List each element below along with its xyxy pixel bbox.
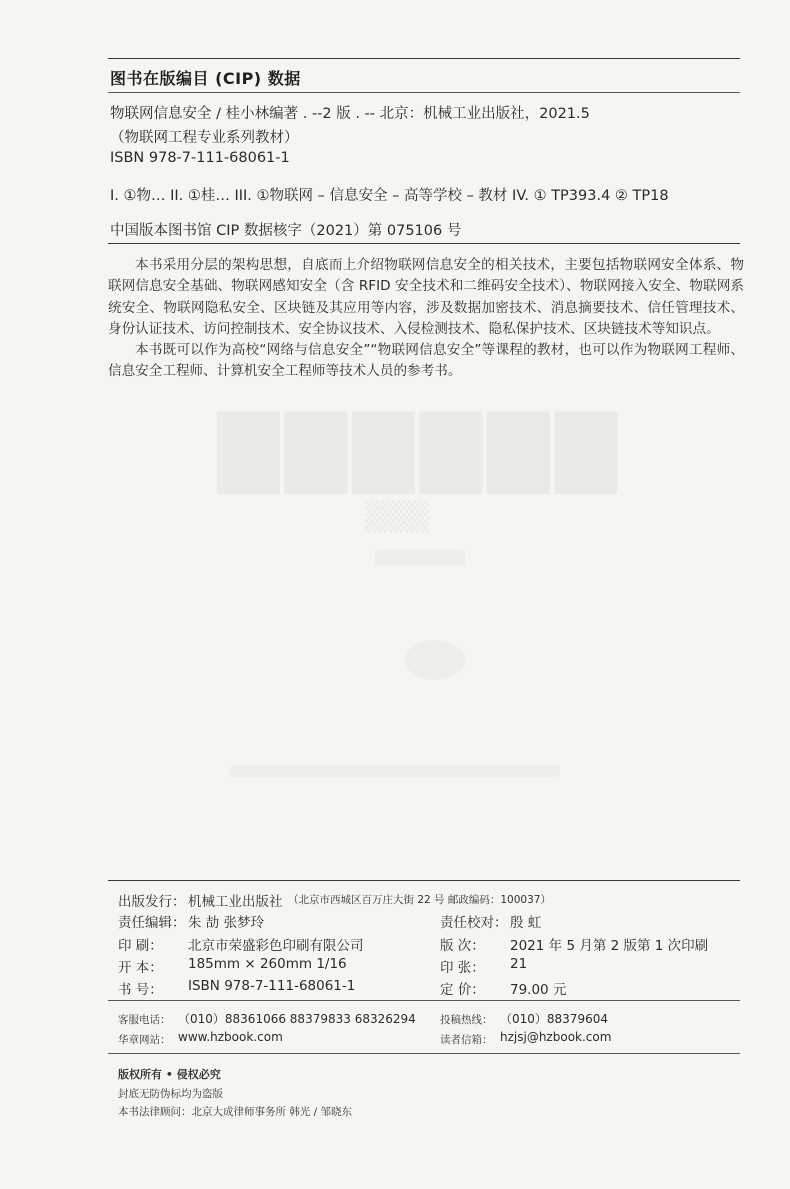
- cip-bottom-rule: [108, 243, 740, 244]
- format-value: 185mm × 260mm 1/16: [188, 956, 347, 972]
- editor-value: 朱 劼 张梦玲: [188, 915, 265, 931]
- submission-label: 投稿热线：: [440, 1014, 493, 1026]
- cip-top-rule: [108, 58, 740, 59]
- publication-bottom-rule: [108, 1000, 740, 1001]
- sheets-value: 21: [510, 956, 528, 972]
- contact-bottom-rule: [108, 1053, 740, 1054]
- proofreader-label: 责任校对：: [440, 915, 508, 931]
- edition-value: 2021 年 5 月第 2 版第 1 次印刷: [510, 938, 709, 954]
- edition-label: 版 次：: [440, 938, 485, 954]
- price-value: 79.00 元: [510, 982, 567, 998]
- printer-value: 北京市荣盛彩色印刷有限公司: [188, 938, 364, 954]
- reader-email-label: 读者信箱：: [440, 1034, 493, 1046]
- editor-label: 责任编辑：: [118, 915, 186, 931]
- website-link[interactable]: www.hzbook.com: [178, 1030, 283, 1044]
- publication-top-rule: [108, 880, 740, 881]
- website-label: 华章网站：: [118, 1034, 171, 1046]
- service-phone-label: 客服电话：: [118, 1014, 171, 1026]
- show-through-logo: [405, 640, 465, 680]
- abstract-paragraph-1: 本书采用分层的架构思想，自底而上介绍物联网信息安全的相关技术，主要包括物联网安全体系、物联网信息安全基础、物联网感知安全（含 RFID 安全技术和二维码安全技术）、物联网接入安全、物联网系统安全、物联网隐私安全、区块链及其应用等内容，涉及数据加密技术、消息摘要技术、信任管理技术、身份认证技术、访问控制技术、安全协议技术、入侵检测技术、隐私保护技术、区块链技术等知识点。: [108, 257, 744, 337]
- service-phone-value: （010）88361066 88379833 68326294: [178, 1012, 416, 1026]
- show-through-edition: ▒▒▒: [365, 500, 430, 533]
- abstract-paragraph-2: 本书既可以作为高校“网络与信息安全”“物联网信息安全”等课程的教材，也可以作为物联网工程师、信息安全工程师、计算机安全工程师等技术人员的参考书。: [108, 342, 744, 380]
- cip-record-number-line: 中国版本图书馆 CIP 数据核字（2021）第 075106 号: [110, 223, 462, 239]
- cip-isbn-line: ISBN 978-7-111-68061-1: [110, 150, 290, 166]
- publisher-value: 机械工业出版社: [188, 894, 283, 910]
- printer-label: 印 刷：: [118, 938, 163, 954]
- isbn-value: ISBN 978-7-111-68061-1: [188, 978, 356, 994]
- submission-value: （010）88379604: [500, 1012, 608, 1026]
- publisher-label: 出版发行：: [118, 894, 186, 910]
- cip-title-line: 物联网信息安全 / 桂小林编著 . --2 版 . -- 北京：机械工业出版社，2021.5: [110, 106, 590, 122]
- show-through-publisher: [230, 765, 560, 777]
- isbn-label: 书 号：: [118, 982, 163, 998]
- cip-classification-line: I. ①物… II. ①桂… III. ①物联网 – 信息安全 – 高等学校 – 教材 IV. ① TP393.4 ② TP18: [110, 188, 669, 204]
- sheets-label: 印 张：: [440, 960, 485, 976]
- format-label: 开 本：: [118, 960, 163, 976]
- show-through-cover-title: ▇▇▇▇▇▇: [217, 400, 623, 493]
- price-label: 定 价：: [440, 982, 485, 998]
- show-through-author: [375, 550, 465, 566]
- proofreader-value: 殷 虹: [510, 915, 542, 931]
- cip-heading-rule: [108, 92, 740, 93]
- copyright-notice: 版权所有 • 侵权必究: [118, 1068, 221, 1081]
- reader-email-link[interactable]: hzjsj@hzbook.com: [500, 1030, 612, 1044]
- cip-heading: 图书在版编目 (CIP) 数据: [110, 69, 301, 88]
- publisher-address: （北京市西城区百万庄大街 22 号 邮政编码：100037）: [288, 894, 551, 906]
- cip-series-line: （物联网工程专业系列教材）: [110, 130, 299, 146]
- anti-counterfeit-notice: 封底无防伪标均为盗版: [118, 1088, 223, 1100]
- book-abstract: [108, 255, 744, 383]
- legal-counsel-notice: 本书法律顾问：北京大成律师事务所 韩光 / 邹晓东: [118, 1106, 353, 1118]
